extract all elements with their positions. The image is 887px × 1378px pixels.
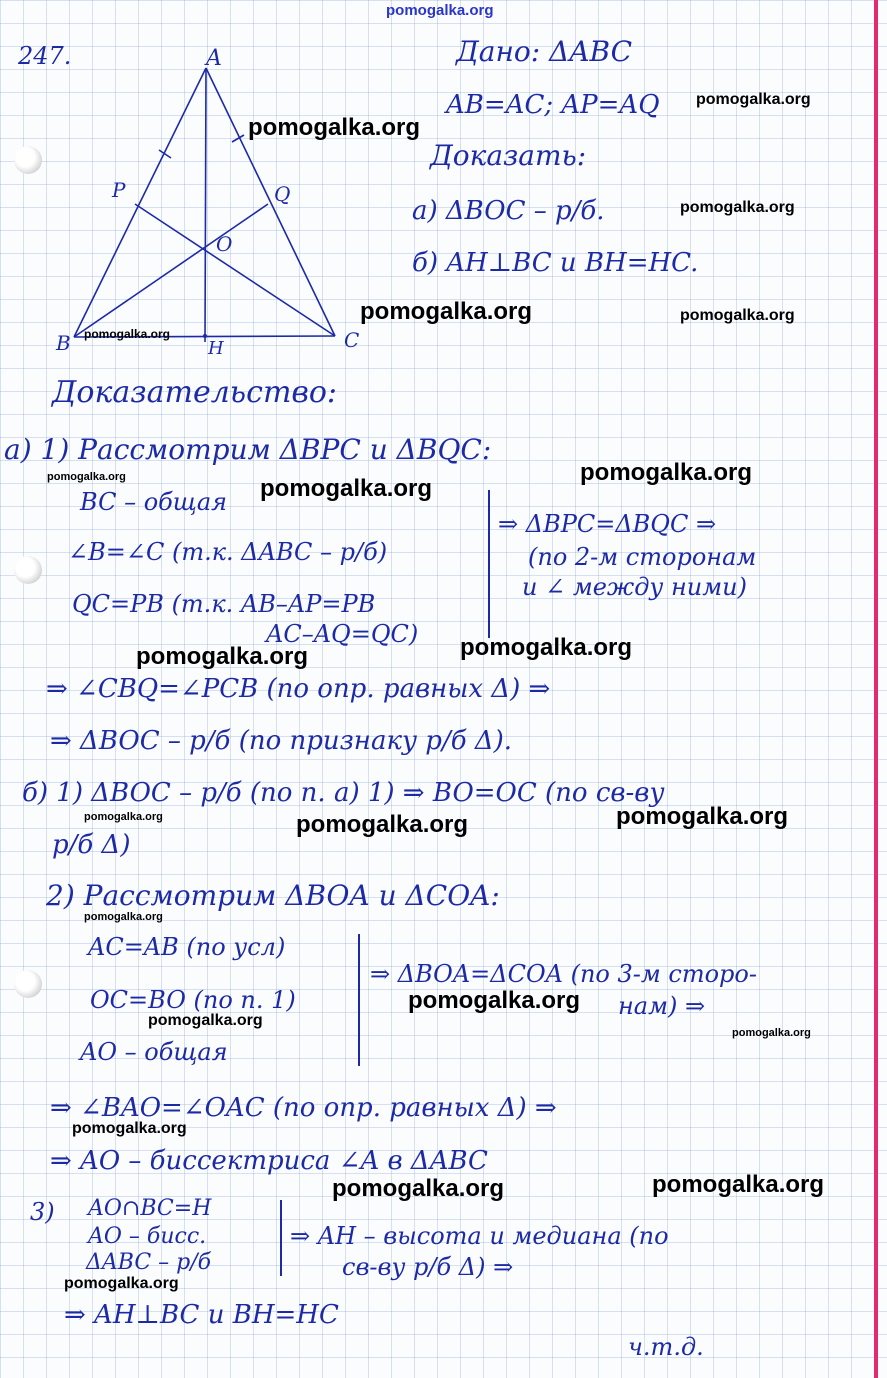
proof-c-line3: ΔABC – р/б (86, 1250, 212, 1275)
proof-c-line2: AO – бисс. (88, 1224, 207, 1249)
proof-b2-head: 2) Рассмотрим ΔBOA и ΔCOA: (46, 879, 500, 912)
watermark: pomogalka.org (136, 643, 309, 670)
proof-b2-line2: OC=BO (по п. 1) (90, 986, 296, 1014)
watermark: pomogalka.org (64, 1275, 179, 1292)
label-p: P (112, 178, 126, 202)
watermark: pomogalka.org (460, 634, 633, 661)
watermark: pomogalka.org (260, 475, 433, 502)
proof-b1-line1: б) 1) ΔBOC – р/б (по п. а) 1) ⇒ BO=OC (по св-ву (22, 778, 665, 808)
proof-b2-line3: AO – общая (80, 1038, 228, 1066)
proof-a1-right3: и ∠ между ними) (522, 573, 747, 601)
proof-a1-line4: AC–AQ=QC) (266, 620, 419, 648)
binder-hole (14, 970, 42, 998)
point-h (203, 334, 207, 338)
side-ac (206, 68, 335, 336)
proof-a2: ⇒ ∠CBQ=∠PCB (по опр. равных Δ) ⇒ (46, 674, 551, 704)
watermark-top: pomogalka.org (386, 2, 494, 19)
watermark: pomogalka.org (680, 199, 795, 216)
proof-a1-line1: BC – общая (80, 488, 228, 516)
watermark: pomogalka.org (680, 307, 795, 324)
watermark: pomogalka.org (148, 1012, 263, 1029)
proof-a1-right2: (по 2-м сторонам (528, 543, 757, 571)
proof-title: Доказательство: (52, 375, 338, 410)
prove-a: а) ΔBOC – р/б. (412, 196, 605, 226)
proof-a1-line3: QC=PB (т.к. AB–AP=PB (72, 590, 376, 618)
watermark: pomogalka.org (360, 298, 533, 325)
watermark: pomogalka.org (84, 911, 163, 923)
brace (488, 490, 490, 638)
label-q: Q (274, 182, 291, 206)
binder-hole (14, 556, 42, 584)
proof-a1-head: а) 1) Рассмотрим ΔBPC и ΔBQC: (4, 433, 492, 466)
segment-bq (74, 204, 268, 337)
label-h: H (208, 338, 224, 359)
watermark: pomogalka.org (616, 803, 789, 830)
proof-b2-line1: AC=AB (по усл) (88, 933, 286, 961)
qed: ч.т.д. (628, 1333, 704, 1361)
watermark: pomogalka.org (72, 1120, 187, 1137)
watermark: pomogalka.org (47, 471, 126, 483)
watermark: pomogalka.org (408, 987, 581, 1014)
watermark: pomogalka.org (580, 459, 753, 486)
proof-b2-right2: нам) ⇒ (618, 992, 706, 1020)
label-b: B (56, 331, 71, 355)
proof-conclusion: ⇒ AH⊥BC и BH=HC (64, 1300, 339, 1330)
problem-number: 247. (18, 42, 72, 70)
label-c: C (344, 328, 360, 352)
given-line: AB=AC; AP=AQ (446, 90, 660, 120)
label-o: O (216, 232, 233, 256)
watermark: pomogalka.org (84, 327, 171, 341)
brace (280, 1200, 282, 1276)
proof-b2-right1: ⇒ ΔBOA=ΔCOA (по 3-м сторо- (370, 960, 757, 988)
label-a: A (206, 46, 222, 71)
proof-b1-line2: р/б Δ) (52, 830, 131, 860)
watermark: pomogalka.org (84, 811, 163, 823)
watermark: pomogalka.org (296, 811, 469, 838)
watermark: pomogalka.org (652, 1171, 825, 1198)
proof-a3: ⇒ ΔBOC – р/б (по признаку р/б Δ). (50, 726, 513, 756)
prove-title: Доказать: (430, 139, 587, 172)
watermark: pomogalka.org (248, 114, 421, 141)
proof-b3: ⇒ ∠BAO=∠OAC (по опр. равных Δ) ⇒ (50, 1093, 557, 1123)
proof-a1-right1: ⇒ ΔBPC=ΔBQC ⇒ (498, 510, 717, 538)
segment-cp (135, 204, 335, 336)
watermark: pomogalka.org (732, 1027, 811, 1039)
proof-c-right2: св-ву р/б Δ) ⇒ (342, 1253, 514, 1281)
segment-ah (205, 68, 206, 342)
proof-a1-line2: ∠B=∠C (т.к. ΔABC – р/б) (68, 538, 388, 566)
watermark: pomogalka.org (332, 1175, 505, 1202)
proof-c-number: 3) (30, 1198, 55, 1226)
watermark: pomogalka.org (696, 91, 811, 108)
proof-c-line1: AO∩BC=H (88, 1196, 212, 1221)
proof-c-right1: ⇒ AH – высота и медиана (по (290, 1222, 669, 1250)
prove-b: б) AH⊥BC и BH=HC. (412, 248, 699, 278)
side-ab (74, 68, 206, 337)
proof-b4: ⇒ AO – биссектриса ∠A в ΔABC (50, 1146, 488, 1176)
brace (358, 934, 360, 1066)
given-title: Дано: ΔABC (456, 35, 633, 68)
